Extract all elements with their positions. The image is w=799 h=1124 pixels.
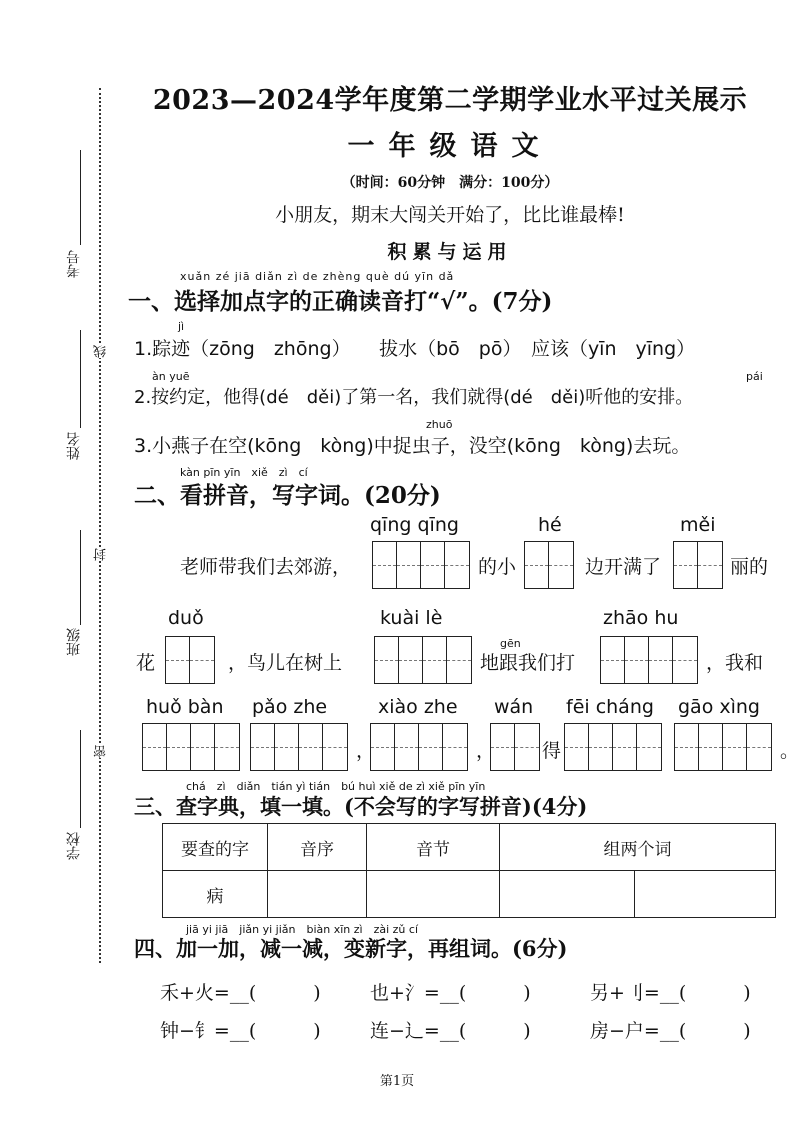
q2-py-zhaohu: zhāo hu	[603, 607, 679, 629]
q2-box-duo[interactable]	[165, 636, 215, 684]
binding-dotted-line	[99, 88, 101, 963]
q2-text-3: 边开满了	[585, 556, 662, 578]
q2-box-zhaohu[interactable]	[600, 636, 698, 684]
q2-box-paozhe[interactable]	[250, 723, 348, 771]
cell-word-2-input[interactable]	[635, 871, 776, 918]
secret-word: 密	[94, 745, 109, 758]
school-label: 学校	[66, 832, 82, 860]
q2-text-9: ，	[356, 740, 376, 762]
q2-box-mei[interactable]	[673, 541, 723, 589]
q2-py-kuaile: kuài lè	[380, 607, 443, 629]
q4-item-2[interactable]: 也+氵=__( )	[370, 982, 531, 1004]
q2-py-mei: měi	[680, 514, 716, 536]
q2-text-5: 花	[136, 652, 156, 674]
q2-text-10: ，	[476, 740, 496, 762]
q1-line-2: 2.按约定，他得(dé děi)了第一名，我们就得(dé děi)听他的安排。	[134, 387, 694, 408]
q1-heading: 一、选择加点字的正确读音打“√”。(7分)	[128, 288, 553, 315]
page-number: 第1页	[379, 1074, 415, 1089]
q2-py-he: hé	[538, 514, 562, 536]
q2-box-huoban[interactable]	[142, 723, 240, 771]
q1-line-1: 1.踪迹（zōng zhōng） 拔水（bō pō） 应该（yīn yīng）	[134, 338, 696, 360]
cell-word-1-input[interactable]	[500, 871, 635, 918]
cell-order-input[interactable]	[268, 871, 367, 918]
q2-text-11: 得	[542, 740, 562, 762]
q2-py-xiaozhe: xiào zhe	[378, 696, 458, 718]
q2-box-xiaozhe[interactable]	[370, 723, 468, 771]
q4-item-4[interactable]: 钟−钅=__( )	[160, 1020, 321, 1042]
q2-text-8: ，我和	[706, 652, 764, 674]
q2-py-wan: wán	[494, 696, 534, 718]
q2-text-7: 地跟我们打	[480, 652, 576, 674]
section-title: 积累与运用	[387, 241, 513, 263]
q3-heading: 三、查字典，填一填。(不会写的字写拼音)(4分)	[134, 794, 588, 819]
q4-heading: 四、加一加，减一减，变新字，再组词。(6分)	[134, 936, 568, 961]
q4-item-3[interactable]: 另+刂=__( )	[590, 982, 751, 1004]
q2-box-wan[interactable]	[490, 723, 540, 771]
q2-py-paozhe: pǎo zhe	[252, 696, 328, 718]
q2-text-4: 丽的	[730, 556, 769, 578]
q1-l2-pinyin-2: pái	[746, 370, 763, 383]
exam-subtitle: 一年级语文	[347, 131, 553, 162]
table-header-row	[163, 824, 776, 871]
q2-box-he[interactable]	[524, 541, 574, 589]
col-order: 音序	[268, 824, 367, 871]
q2-pinyin: kàn pīn yīn xiě zì cí	[180, 466, 308, 479]
q3-pinyin: chá zì diǎn tián yì tián bú huì xiě de zì xiě pīn yīn	[186, 780, 486, 793]
exam-no-line[interactable]	[80, 150, 81, 245]
q2-py-feichang: fēi cháng	[566, 696, 654, 718]
q4-item-5[interactable]: 连−辶=__( )	[370, 1020, 531, 1042]
cut-line-word: 线	[94, 345, 109, 358]
col-syllable: 音节	[367, 824, 500, 871]
q1-l1-pinyin: jì	[178, 320, 185, 333]
q1-l3-pinyin: zhuō	[426, 418, 453, 431]
q1-line-3: 3.小燕子在空(kōng kòng)中捉虫子，没空(kōng kòng)去玩。	[134, 435, 691, 457]
exam-no-label: 考号	[66, 250, 82, 278]
q2-box-feichang[interactable]	[564, 723, 662, 771]
q2-py-gen: gēn	[500, 637, 521, 650]
dictionary-table	[162, 823, 776, 918]
name-label: 姓名	[66, 432, 82, 460]
col-words: 组两个词	[500, 824, 776, 871]
q2-text-6: ，鸟儿在树上	[228, 652, 343, 674]
q4-pinyin: jiā yi jiā jiǎn yi jiǎn biàn xīn zì zài zǔ cí	[186, 923, 418, 936]
exam-title: 2023—2024学年度第二学期学业水平过关展示	[152, 85, 748, 116]
col-char: 要查的字	[163, 824, 268, 871]
q2-text-12: 。	[780, 740, 799, 762]
q2-box-kuaile[interactable]	[374, 636, 472, 684]
q2-box-gaoxing[interactable]	[674, 723, 772, 771]
seal-word: 封	[94, 548, 109, 561]
name-line[interactable]	[80, 330, 81, 428]
q4-item-6[interactable]: 房−户=__( )	[590, 1020, 751, 1042]
class-label: 班级	[66, 628, 82, 656]
q2-text-1: 老师带我们去郊游，	[180, 556, 352, 578]
cell-syllable-input[interactable]	[367, 871, 500, 918]
q2-text-2: 的小	[478, 556, 517, 578]
q2-box-qingqing[interactable]	[372, 541, 470, 589]
q1-l2-pinyin-1: àn yuē	[152, 370, 190, 383]
q1-pinyin: xuǎn zé jiā diǎn zì de zhèng què dú yīn dǎ	[180, 270, 455, 283]
class-line[interactable]	[80, 530, 81, 625]
cell-char: 病	[163, 871, 268, 918]
greeting: 小朋友，期末大闯关开始了，比比谁最棒!	[275, 204, 625, 226]
q2-py-duo: duǒ	[168, 607, 204, 629]
q2-py-gaoxing: gāo xìng	[678, 696, 760, 718]
q4-item-1[interactable]: 禾+火=__( )	[160, 982, 321, 1004]
table-row	[163, 871, 776, 918]
q2-py-qingqing: qīng qīng	[370, 514, 459, 536]
q2-heading: 二、看拼音，写字词。(20分)	[134, 482, 441, 509]
school-line[interactable]	[80, 730, 81, 828]
q2-py-huoban: huǒ bàn	[146, 696, 224, 718]
exam-info: （时间：60分钟 满分：100分）	[341, 175, 559, 191]
